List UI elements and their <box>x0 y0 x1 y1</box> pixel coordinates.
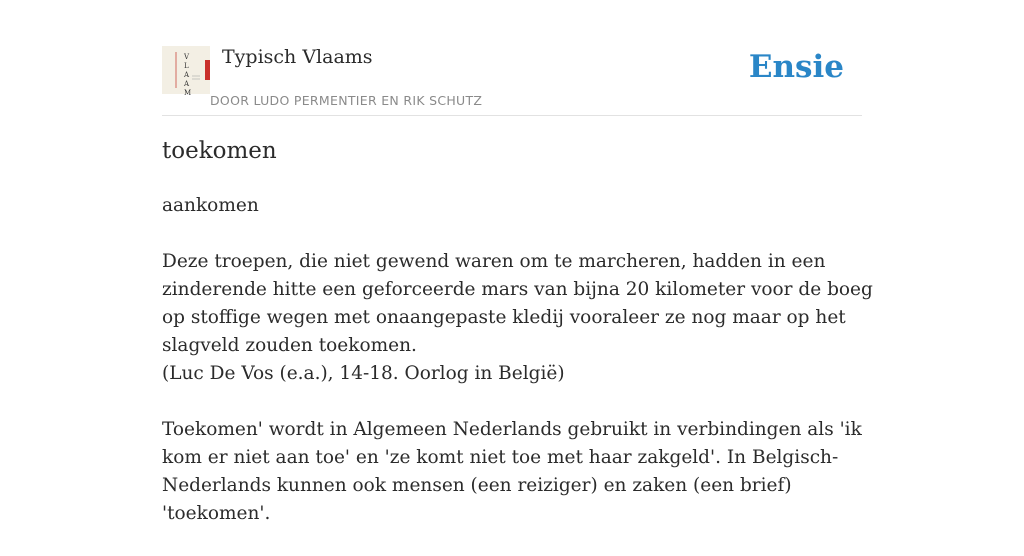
book-title[interactable]: Typisch Vlaams <box>222 46 373 68</box>
entry-source: (Luc De Vos (e.a.), 14-18. Oorlog in België) <box>162 363 565 384</box>
book-authors: DOOR LUDO PERMENTIER EN RIK SCHUTZ <box>210 93 483 108</box>
svg-text:A: A <box>184 71 190 79</box>
brand-logo[interactable]: Ensie <box>748 49 844 85</box>
entry-note: Toekomen' wordt in Algemeen Nederlands gebruikt in verbindingen als 'ik kom er niet aan toe' en 'ze komt niet toe met haar zakgeld'. In Belgisch-Nederlands kunnen ook mensen (een reiziger) en zaken (een brief) 'toekomen'. <box>162 419 862 524</box>
entry-example: Deze troepen, die niet gewend waren om te marcheren, hadden in een zinderende hitte een geforceerde mars van bijna 20 kilometer voor de boeg op stoffige wegen met onaangepaste kledij vooraleer ze nog maar op het slagveld zouden toekomen. <box>162 251 873 356</box>
svg-text:L: L <box>184 62 189 70</box>
header <box>162 44 862 116</box>
book-cover-icon[interactable] <box>162 46 210 97</box>
svg-text:M: M <box>184 89 192 97</box>
entry-definition: aankomen <box>162 195 259 216</box>
entry-content <box>162 192 874 556</box>
svg-text:V: V <box>184 53 190 61</box>
svg-text:A: A <box>184 80 190 88</box>
entry-term: toekomen <box>162 138 277 164</box>
